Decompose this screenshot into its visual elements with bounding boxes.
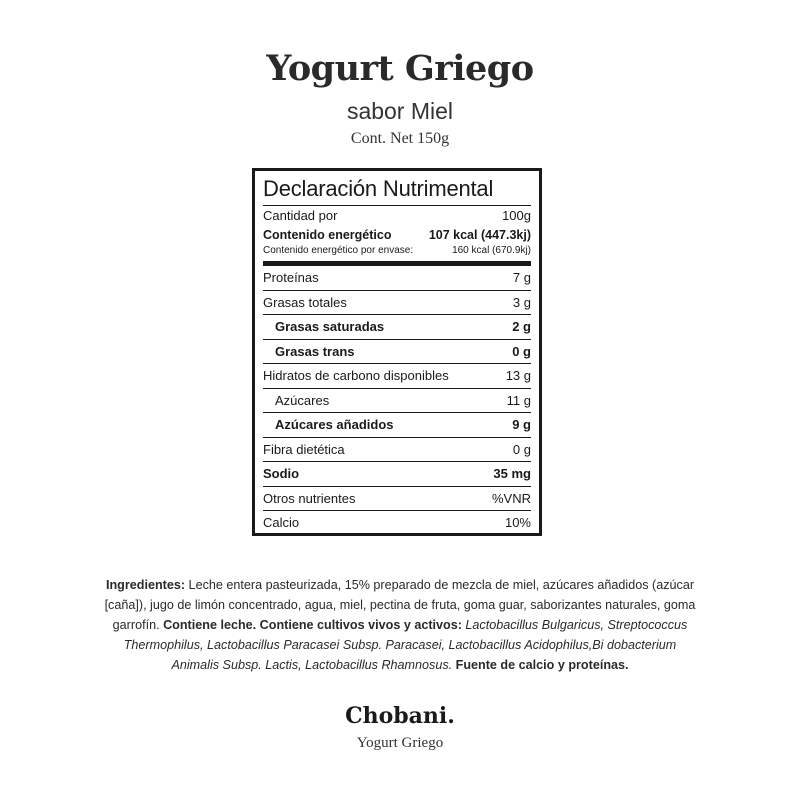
nutrient-row-grasas-trans bbox=[263, 340, 531, 365]
ingredients-text bbox=[100, 575, 700, 675]
energy-value: 107 kcal (447.3kj) bbox=[428, 228, 531, 242]
nutrient-value: 2 g bbox=[512, 319, 531, 335]
nutrition-heading: Declaración Nutrimental bbox=[263, 176, 494, 201]
nutrient-row-hidratos bbox=[263, 364, 531, 389]
nutrient-value: 11 g bbox=[506, 392, 531, 408]
nutrient-label: Proteínas bbox=[263, 270, 319, 286]
nutrient-label: Hidratos de carbono disponibles bbox=[263, 368, 449, 384]
nutrient-value: 3 g bbox=[512, 294, 531, 310]
nutrient-row-proteinas bbox=[263, 266, 531, 291]
nutrient-row-fibra bbox=[263, 438, 531, 463]
ingredients-heading: Ingredientes: bbox=[105, 578, 186, 592]
nutrient-row-calcio bbox=[263, 511, 531, 535]
brand-logo: Chobani. bbox=[345, 703, 455, 729]
nutrition-label bbox=[252, 168, 542, 536]
nutrient-row-azucares-anadidos bbox=[263, 413, 531, 438]
brand-product: Yogurt Griego bbox=[356, 735, 444, 751]
nutrient-label: Grasas trans bbox=[275, 343, 355, 359]
nutrient-row-azucares bbox=[263, 389, 531, 414]
nutrient-row-otros bbox=[263, 487, 531, 512]
nutrient-row-sodio bbox=[263, 462, 531, 487]
nutrient-value: 0 g bbox=[512, 441, 531, 457]
serving-value: 100g bbox=[502, 208, 531, 223]
nutrient-value: 35 mg bbox=[493, 466, 531, 482]
serving-row bbox=[263, 206, 531, 226]
energy-package-label: Contenido energético por envase: bbox=[263, 245, 414, 256]
nutrient-label: Grasas saturadas bbox=[275, 319, 385, 335]
nutrient-label: Calcio bbox=[263, 515, 300, 531]
product-title: Yogurt Griego bbox=[266, 48, 534, 89]
nutrient-label: Azúcares añadidos bbox=[275, 417, 394, 433]
nutrient-table bbox=[263, 266, 531, 535]
energy-package-row bbox=[263, 244, 531, 258]
nutrient-label: Otros nutrientes bbox=[263, 490, 356, 506]
nutrient-row-grasas-totales bbox=[263, 291, 531, 316]
nutrient-value: 7 g bbox=[512, 270, 531, 286]
serving-label: Cantidad por bbox=[263, 208, 338, 223]
nutrient-row-grasas-saturadas bbox=[263, 315, 531, 340]
energy-row bbox=[263, 226, 531, 244]
energy-package-value: 160 kcal (670.9kj) bbox=[452, 245, 531, 256]
nutrient-value: 10% bbox=[504, 515, 531, 531]
cultures-list: Lactobacillus Bulgaricus, Streptococcus Thermophilus, Lactobacillus Paracasei Subsp. Paracasei, Lactobacillus Acidophilus,Bi dobacterium Animalis Subsp. Lactis, Lactobacillus Rhamnosus. bbox=[123, 618, 688, 672]
nutrient-label: Azúcares bbox=[275, 392, 330, 408]
nutrient-value: 13 g bbox=[505, 368, 531, 384]
product-flavor: sabor Miel bbox=[346, 98, 454, 124]
allergen-statement: Contiene leche. Contiene cultivos vivos y activos: bbox=[163, 618, 462, 632]
nutrient-label: Grasas totales bbox=[263, 294, 347, 310]
source-claim: Fuente de calcio y proteínas. bbox=[452, 658, 629, 672]
net-content: Cont. Net 150g bbox=[350, 130, 450, 147]
nutrient-label: Sodio bbox=[263, 466, 300, 482]
nutrient-value: 9 g bbox=[512, 417, 531, 433]
energy-label: Contenido energético bbox=[263, 228, 392, 242]
nutrient-value: %VNR bbox=[491, 490, 531, 506]
ingredients-list: Leche entera pasteurizada, 15% preparado de mezcla de miel, azúcares añadidos (azúcar [caña]), jugo de limón concentrado, agua, miel, pectina de fruta, goma guar, saborizantes naturales, goma garrofín. bbox=[104, 578, 696, 632]
nutrient-label: Fibra dietética bbox=[263, 441, 345, 457]
nutrient-value: 0 g bbox=[512, 343, 531, 359]
